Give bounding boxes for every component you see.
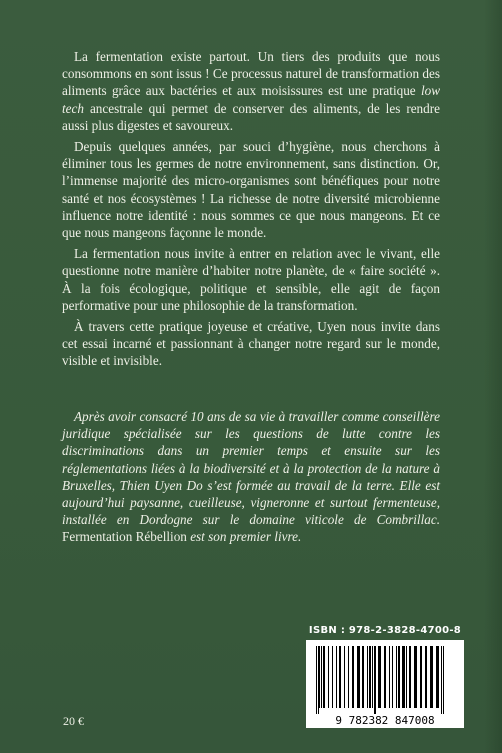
barcode-area bbox=[300, 625, 470, 737]
price: 20 € bbox=[63, 714, 84, 728]
barcode-bar bbox=[441, 646, 442, 714]
barcode-bar bbox=[339, 646, 341, 708]
barcode-bar bbox=[392, 646, 393, 708]
blurb-text bbox=[62, 48, 440, 374]
barcode-bar bbox=[316, 646, 317, 714]
barcode-bar bbox=[328, 646, 329, 708]
barcode-bar bbox=[425, 646, 427, 708]
blurb-paragraph-1: La fermentation existe partout. Un tiers des produits que nous consommons en sont issus ! Ce processus naturel de transformation des aliments grâce aux bactéries et aux moisissures est une pratique low tech ancestrale qui permet de conserver des aliments, de les rendre aussi plus digestes et savoureux. bbox=[62, 49, 440, 133]
blurb-paragraph-2: Depuis quelques années, par souci d’hygiène, nous cherchons à éliminer tous les germes de notre environnement, sans distinction. Or, l’immense majorité des micro-organismes sont bénéfiques pour notre santé et nos écosystèmes ! La richesse de notre diversité microbienne influence notre identité : nous sommes ce que nous mangeons. Et ce que nous mangeons façonne le monde. bbox=[62, 139, 440, 241]
barcode-bar bbox=[374, 646, 376, 714]
barcode-bar bbox=[389, 646, 390, 708]
barcode-bar bbox=[420, 646, 422, 708]
barcode-bar bbox=[372, 646, 373, 708]
barcode-bar bbox=[332, 646, 333, 708]
barcode-bar bbox=[344, 646, 345, 708]
author-bio bbox=[62, 408, 440, 546]
barcode-bar bbox=[318, 646, 319, 714]
barcode-digits: 9 782382 847008 bbox=[335, 714, 435, 727]
barcode-bar bbox=[357, 646, 360, 708]
barcode-bar bbox=[369, 646, 371, 708]
barcode-bar bbox=[443, 646, 444, 714]
blurb-paragraph-4: À travers cette pratique joyeuse et créative, Uyen nous invite dans cet essai incarné et passionnant à changer notre regard sur le monde, visible et invisible. bbox=[62, 319, 440, 369]
barcode-bar bbox=[402, 646, 405, 708]
author-bio-paragraph: Après avoir consacré 10 ans de sa vie à travailler comme conseillère juridique spécialisée sur les questions de lutte contre les discriminations dans un premier temps et ensuite sur les réglementations liées à la biodiversité et à la protection de la nature à Bruxelles, Thien Uyen Do s’est formée au travail de la terre. Elle est aujourd’hui paysanne, cueilleuse, vigneronne et surtout fermenteuse, installée en Dordogne sur le domaine viticole de Combrillac. Fermentation Rébellion est son premier livre. bbox=[62, 409, 440, 545]
barcode-bar bbox=[319, 646, 320, 708]
barcode-bar bbox=[409, 646, 411, 708]
barcode-bar bbox=[352, 646, 354, 708]
barcode-bar bbox=[414, 646, 417, 708]
barcode-bar bbox=[323, 646, 325, 708]
barcode-bar bbox=[436, 646, 439, 708]
barcode-bar bbox=[406, 646, 407, 708]
barcode-bar bbox=[362, 646, 364, 708]
barcode-bar bbox=[430, 646, 433, 708]
barcode-bar bbox=[367, 646, 368, 708]
barcode-bar bbox=[396, 646, 397, 708]
barcode-bar bbox=[348, 646, 349, 708]
barcode-bars bbox=[306, 640, 464, 728]
spine-shadow bbox=[484, 0, 502, 753]
barcode-bar bbox=[378, 646, 381, 708]
isbn-label: ISBN : 978-2-3828-4700-8 bbox=[308, 625, 462, 636]
barcode-bar bbox=[398, 646, 400, 708]
barcode-bar bbox=[321, 646, 322, 708]
barcode bbox=[306, 640, 464, 728]
book-title: Fermentation Rébellion bbox=[62, 529, 187, 545]
blurb-paragraph-3: La fermentation nous invite à entrer en relation avec le vivant, elle questionne notre manière d’habiter notre planète, de « faire société ». À la fois écologique, politique et sensible, elle agit de façon performative pour une philosophie de la transformation. bbox=[62, 246, 440, 313]
low-tech-emphasis: low tech bbox=[62, 83, 440, 116]
barcode-bar bbox=[336, 646, 337, 708]
barcode-bar bbox=[384, 646, 386, 708]
